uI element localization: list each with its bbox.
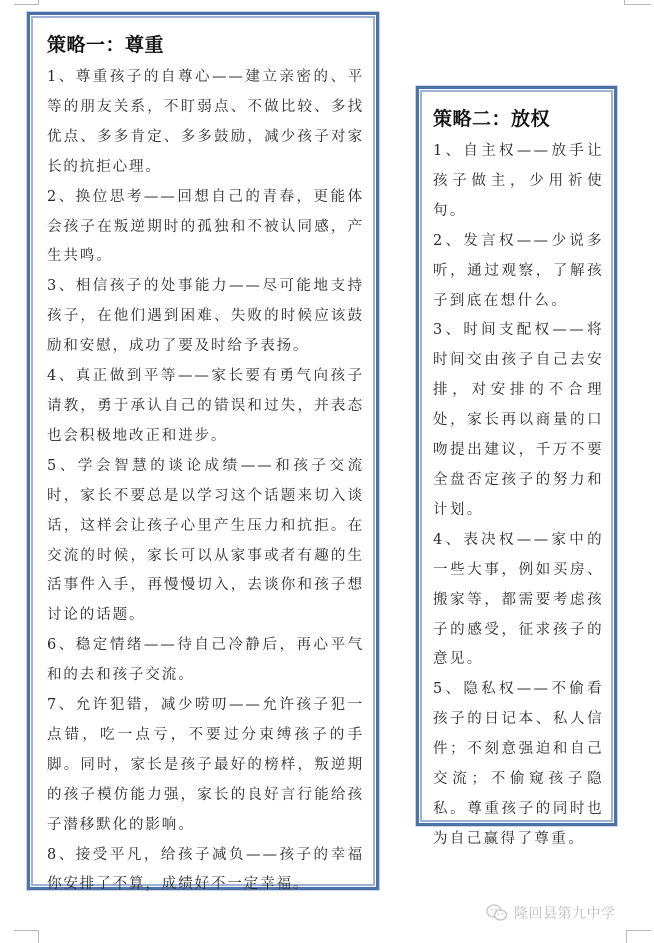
strategy-two-box (416, 86, 617, 847)
strategy-one-item: 8、接受平凡，给孩子减负——孩子的幸福你安排了不算，成绩好不一定幸福。 (47, 846, 364, 893)
page-corner-mark (14, 930, 39, 943)
account-watermark (486, 903, 616, 923)
strategy-one-item: 3、相信孩子的处事能力——尽可能地支持孩子，在他们遇到困难、失败的时候应该鼓励和安慰，成功了要及时给予表扬。 (47, 278, 364, 355)
strategy-one-item: 6、稳定情绪——待自己冷静后，再心平气和的去和孩子交流。 (47, 637, 364, 684)
strategy-one-box (27, 12, 379, 893)
strategy-two-item: 5、隐私权——不偷看孩子的日记本、私人信件；不刻意强迫和自己交流；不偷窥孩子隐私。尊重孩子的同时也为自己赢得了尊重。 (433, 681, 604, 847)
strategy-two-item: 4、表决权——家中的一些大事，例如买房、搬家等，都需要考虑孩子的感受，征求孩子的意见。 (433, 531, 604, 668)
strategy-one-item: 7、允许犯错，减少唠叨——允许孩子犯一点错，吃一点亏，不要过分束缚孩子的手脚。同时，家长是孩子最好的榜样，叛逆期的孩子模仿能力强，家长的良好言行能给孩子潜移默化的影响。 (47, 697, 364, 833)
strategy-one-item: 1、尊重孩子的自尊心——建立亲密的、平等的朋友关系，不盯弱点、不做比较、多找优点、多多肯定、多多鼓励，减少孩子对家长的抗拒心理。 (47, 69, 364, 175)
page-corner-mark (624, 0, 651, 5)
strategy-one-title: 策略一：尊重 (47, 34, 165, 56)
strategy-two-title: 策略二：放权 (433, 108, 551, 130)
strategy-two-item: 3、时间支配权——将时间交由孩子自己去安排，对安排的不合理处，家长再以商量的口吻提出建议，千万不要全盘否定孩子的努力和计划。 (433, 322, 604, 518)
strategy-one-item: 5、学会智慧的谈论成绩——和孩子交流时，家长不要总是以学习这个话题来切入谈话，这样会让孩子心里产生压力和抗拒。在交流的时候，家长可以从家事或者有趣的生活事件入手，再慢慢切入，去谈你和孩子想讨论的话题。 (47, 457, 364, 624)
wechat-icon (486, 904, 508, 922)
strategy-two-item: 1、自主权——放手让孩子做主，少用祈使句。 (433, 143, 604, 219)
strategy-one-item: 4、真正做到平等——家长要有勇气向孩子请教，勇于承认自己的错误和过失，并表态也会积极地改正和进步。 (47, 368, 364, 444)
watermark-text: 隆回县第九中学 (514, 906, 616, 922)
strategy-two-item: 2、发言权——少说多听，通过观察，了解孩子到底在想什么。 (433, 232, 604, 309)
strategy-one-item: 2、换位思考——回想自己的青春，更能体会孩子在叛逆期时的孤独和不被认同感，产生共鸣。 (47, 188, 364, 265)
page-corner-mark (626, 930, 651, 943)
page-corner-mark (14, 0, 39, 5)
